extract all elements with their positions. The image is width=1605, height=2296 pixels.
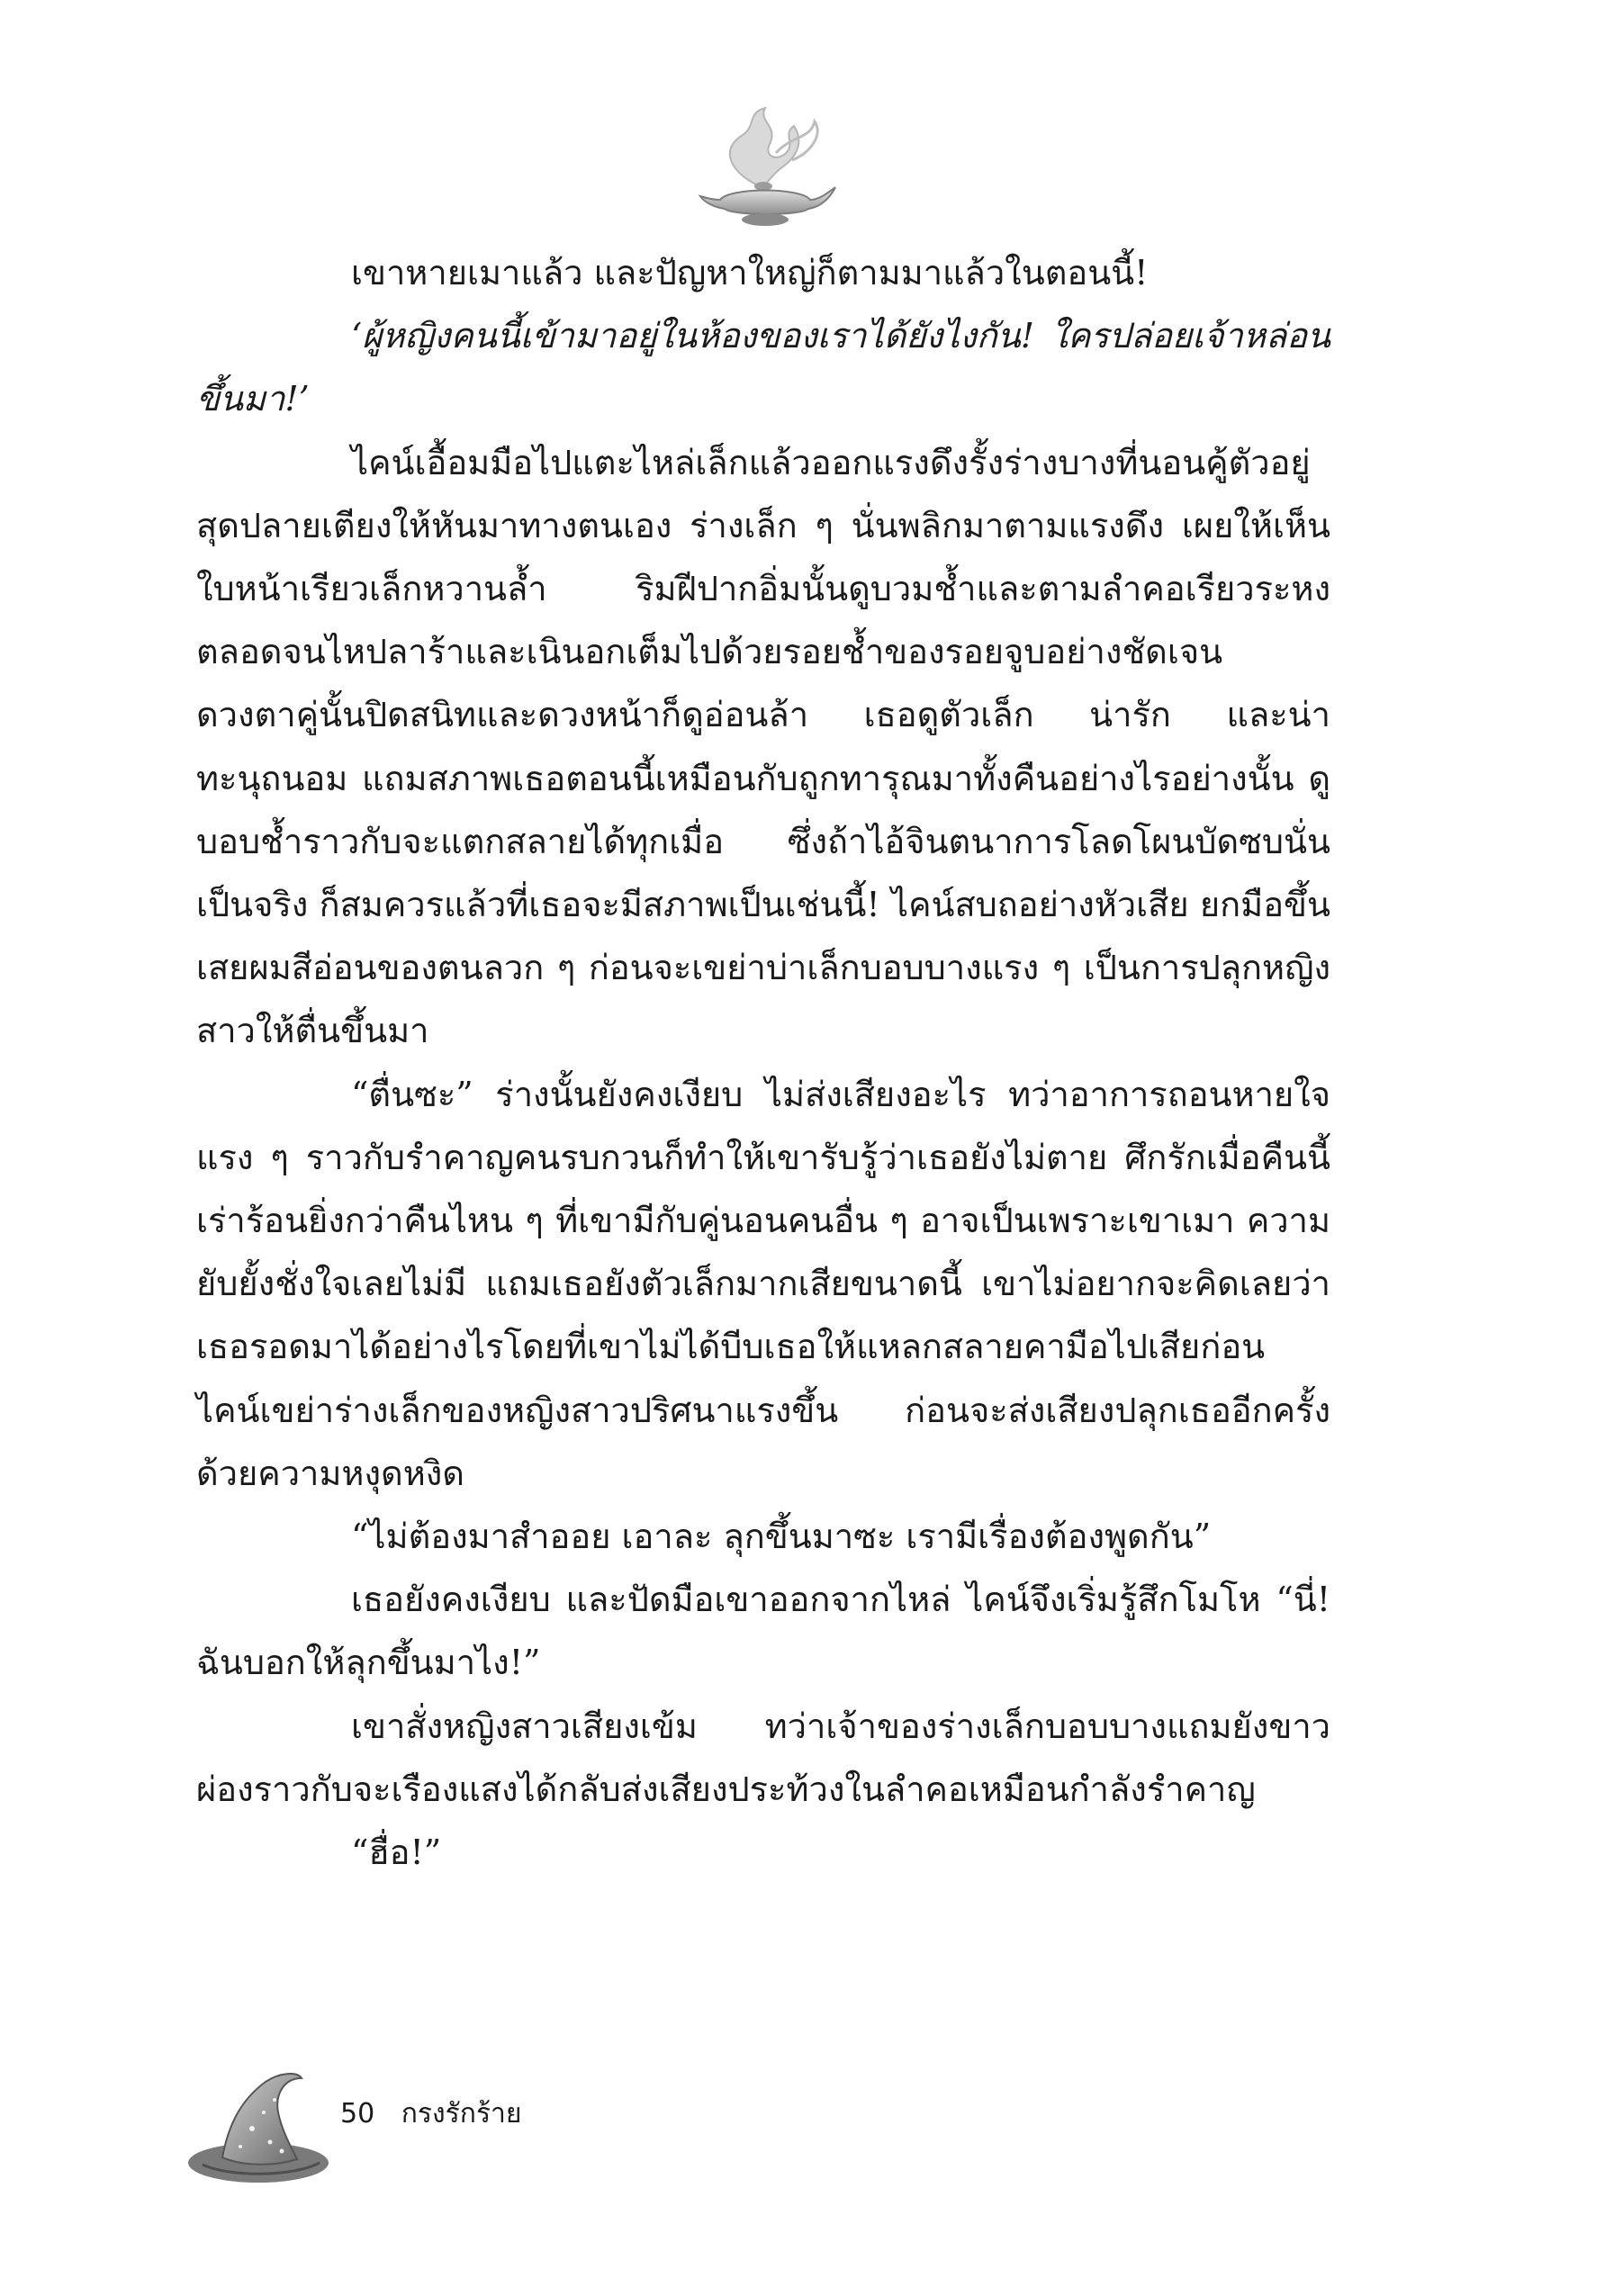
paragraph: เขาหายเมาแล้ว และปัญหาใหญ่ก็ตามมาแล้วในตอนนี้! <box>351 253 1149 293</box>
wizard-hat-icon <box>185 2066 342 2187</box>
paragraph: ‘ผู้หญิงคนนี้เข้ามาอยู่ในห้องของเราได้ยังไงกัน! ใครปล่อยเจ้าหล่อนขึ้นมา!’ <box>196 316 1330 419</box>
paragraph: เขาสั่งหญิงสาวเสียงเข้ม ทว่าเจ้าของร่างเล็กบอบบางแถมยังขาวผ่องราวกับจะเรืองแสงได้กลับส่งเสียงประท้วงในลำคอเหมือนกำลังรำคาญ <box>196 1706 1330 1809</box>
story-text <box>196 241 1330 1884</box>
genie-lamp-icon <box>693 99 837 234</box>
paragraph: “ไม่ต้องมาสำออย เอาละ ลุกขึ้นมาซะ เรามีเรื่องต้องพูดกัน” <box>351 1517 1212 1557</box>
paragraph: “ฮื่อ!” <box>351 1832 442 1873</box>
paragraph: เธอยังคงเงียบ และปัดมือเขาออกจากไหล่ ไคน์จึงเริ่มรู้สึกโมโห “นี่! ฉันบอกให้ลุกขึ้นมาไง!” <box>196 1580 1330 1683</box>
paragraph: ไคน์เอื้อมมือไปแตะไหล่เล็กแล้วออกแรงดึงรั้งร่างบางที่นอนคู้ตัวอยู่สุดปลายเตียงให้หันมาทางตนเอง ร่างเล็ก ๆ นั่นพลิกมาตามแรงดึง เผยให้เห็นใบหน้าเรียวเล็กหวานล้ำ ริมฝีปากอิ่มนั้นดูบวมช้ำและตามลำคอเรียวระหงตลอดจนไหปลาร้าและเนินอกเต็มไปด้วยรอยช้ำของรอยจูบอย่างชัดเจน ดวงตาคู่นั้นปิดสนิทและดวงหน้าก็ดูอ่อนล้า เธอดูตัวเล็ก น่ารัก และน่าทะนุถนอม แถมสภาพเธอตอนนี้เหมือนกับถูกทารุณมาทั้งคืนอย่างไรอย่างนั้น ดูบอบช้ำราวกับจะแตกสลายได้ทุกเมื่อ ซึ่งถ้าไอ้จินตนาการโลดโผนบัดซบนั่นเป็นจริง ก็สมควรแล้วที่เธอจะมีสภาพเป็นเช่นนี้! ไคน์สบถอย่างหัวเสีย ยกมือขึ้นเสยผมสีอ่อนของตนลวก ๆ ก่อนจะเขย่าบ่าเล็กบอบบางแรง ๆ เป็นการปลุกหญิงสาวให้ตื่นขึ้นมา <box>196 442 1330 1051</box>
book-title: กรงรักร้าย <box>401 2098 522 2129</box>
page-footer <box>340 2093 521 2135</box>
paragraph: “ตื่นซะ” ร่างนั้นยังคงเงียบ ไม่ส่งเสียงอะไร ทว่าอาการถอนหายใจแรง ๆ ราวกับรำคาญคนรบกวนก็ทำให้เขารับรู้ว่าเธอยังไม่ตาย ศึกรักเมื่อคืนนี้เร่าร้อนยิ่งกว่าคืนไหน ๆ ที่เขามีกับคู่นอนคนอื่น ๆ อาจเป็นเพราะเขาเมา ความยับยั้งชั่งใจเลยไม่มี แถมเธอยังตัวเล็กมากเสียขนาดนี้ เขาไม่อยากจะคิดเลยว่าเธอรอดมาได้อย่างไรโดยที่เขาไม่ได้บีบเธอให้แหลกสลายคามือไปเสียก่อน ไคน์เขย่าร่างเล็กของหญิงสาวปริศนาแรงขึ้น ก่อนจะส่งเสียงปลุกเธออีกครั้งด้วยความหงุดหงิด <box>196 1074 1330 1493</box>
page-number: 50 <box>340 2098 375 2129</box>
